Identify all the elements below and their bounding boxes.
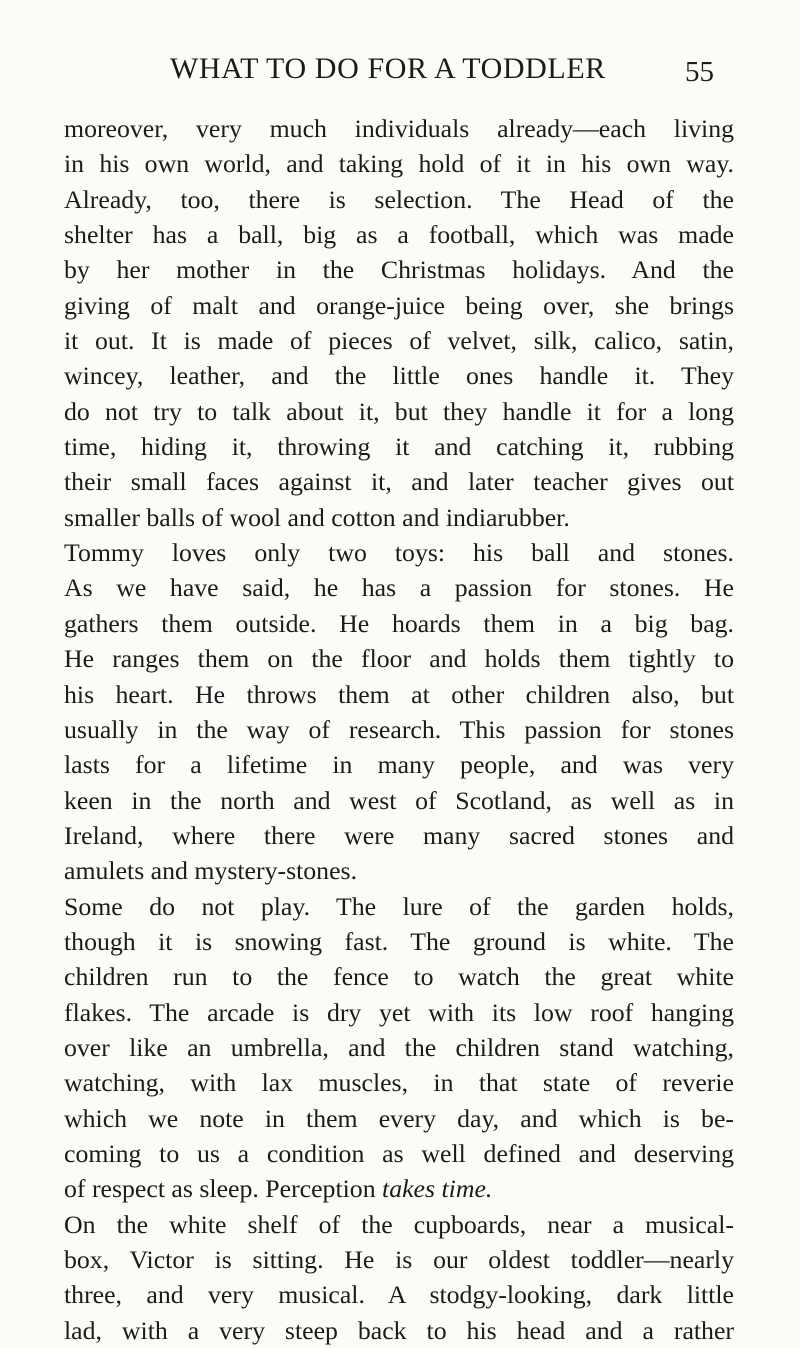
text-line: gathers them outside. He hoards them in a big bag. <box>64 608 734 638</box>
text-line: box, Victor is sitting. He is our oldest toddler—nearly <box>64 1245 734 1274</box>
text-line: it out. It is made of pieces of velvet, silk, calico, satin, <box>64 326 734 356</box>
emphasis-text: takes time. <box>382 1174 493 1204</box>
text-line: lasts for a lifetime in many people, and was very <box>64 750 734 780</box>
text-line: in his own world, and taking hold of it in his own way. <box>64 149 734 179</box>
text-line: though it is snowing fast. The ground is white. The <box>64 926 734 956</box>
text-line: shelter has a ball, big as a football, which was made <box>64 220 734 250</box>
text-line: He ranges them on the floor and holds them tightly to <box>64 644 734 674</box>
page-number: 55 <box>685 56 714 88</box>
text-line: moreover, very much individuals already—each living <box>64 114 734 143</box>
text-line: Already, too, there is selection. The Head of the <box>64 184 734 214</box>
text-line-start: of respect as sleep. Perception <box>64 1174 383 1204</box>
body-text <box>64 111 734 1348</box>
text-line: his heart. He throws them at other children also, but <box>64 679 734 709</box>
running-title: WHAT TO DO FOR A TODDLER <box>170 52 606 85</box>
text-line: lad, with a very steep back to his head and a rather <box>64 1315 734 1345</box>
text-line: giving of malt and orange-juice being over, she brings <box>64 290 734 320</box>
text-line: Some do not play. The lure of the garden holds, <box>64 891 734 921</box>
text-line: time, hiding it, throwing it and catching it, rubbing <box>64 432 734 462</box>
text-line: by her mother in the Christmas holidays. And the <box>64 255 734 285</box>
text-line: Ireland, where there were many sacred stones and <box>64 820 734 850</box>
text-line: flakes. The arcade is dry yet with its low roof hanging <box>64 997 734 1027</box>
text-line: watching, with lax muscles, in that state of reverie <box>64 1068 734 1098</box>
text-line: Tommy loves only two toys: his ball and stones. <box>64 538 734 568</box>
text-line: over like an umbrella, and the children stand watching, <box>64 1032 734 1062</box>
running-head <box>0 52 800 92</box>
text-line <box>64 1171 734 1206</box>
text-line: coming to us a condition as well defined and deserving <box>64 1138 734 1168</box>
text-line: children run to the fence to watch the great white <box>64 962 734 992</box>
text-line: wincey, leather, and the little ones handle it. They <box>64 361 734 391</box>
text-line: As we have said, he has a passion for stones. He <box>64 573 734 603</box>
text-line: three, and very musical. A stodgy-looking, dark little <box>64 1280 734 1310</box>
text-line: do not try to talk about it, but they handle it for a long <box>64 396 734 426</box>
text-line: their small faces against it, and later teacher gives out <box>64 467 734 497</box>
text-line: keen in the north and west of Scotland, as well as in <box>64 785 734 815</box>
text-line: amulets and mystery-stones. <box>64 856 358 886</box>
text-line: which we note in them every day, and which is be- <box>64 1103 734 1133</box>
text-line: usually in the way of research. This passion for stones <box>64 714 734 744</box>
text-line: On the white shelf of the cupboards, near a musical- <box>64 1209 734 1239</box>
text-line: smaller balls of wool and cotton and indiarubber. <box>64 502 570 532</box>
